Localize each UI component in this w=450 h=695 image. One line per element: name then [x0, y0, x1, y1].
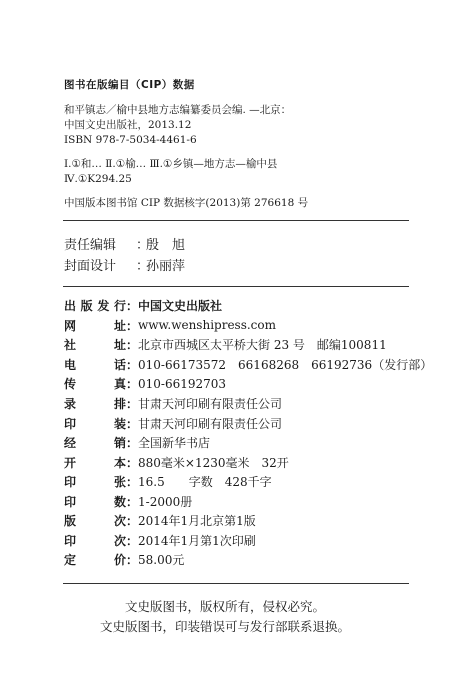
pubinfo-label: 定 价 [64, 553, 126, 568]
pubinfo-row: 录 排 ： 甘肃天河印刷有限责任公司 [64, 397, 283, 411]
pubinfo-row: 印 数 ： 1-2000册 [64, 494, 193, 509]
pubinfo-row: 开 本 ： 880毫米×1230毫米 32开 [64, 455, 289, 470]
credit-value: 孙丽萍 [146, 259, 186, 274]
pubinfo-label: 电 话 [64, 357, 126, 372]
notice-line: 文史版图书，版权所有，侵权必究。 [124, 599, 325, 614]
pubinfo-label: 经 销 [64, 436, 126, 451]
pubinfo-label: 开 本 [64, 455, 126, 470]
publication-info [64, 296, 432, 570]
pubinfo-row: 社 址 ： 北京市西城区太平桥大街 23 号 邮编100811 [64, 338, 387, 353]
pubinfo-label: 印 张 [64, 475, 126, 490]
pubinfo-value: 16.5 字数 428千字 [138, 475, 272, 490]
pubinfo-value: 中国文史出版社 [138, 299, 223, 314]
cip-line: 中国文史出版社，2013.12 [64, 119, 192, 131]
pubinfo-label: 印 数 [64, 494, 126, 509]
copyright-notice [0, 597, 450, 637]
cip-line: ISBN 978-7-5034-4461-6 [64, 134, 197, 146]
pubinfo-row: 印 次 ： 2014年1月第1次印刷 [64, 533, 256, 548]
pubinfo-label: 录 排 [64, 397, 126, 411]
cip-line: 和平镇志／榆中县地方志编纂委员会编. —北京： [64, 104, 292, 116]
divider [63, 583, 409, 584]
pubinfo-value: 1-2000册 [138, 494, 193, 509]
cip-heading: 图书在版编目（CIP）数据 [64, 79, 195, 91]
cip-number: 中国版本图书馆 CIP 数据核字(2013)第 276618 号 [64, 197, 309, 209]
credit-label: 封面设计 [64, 259, 117, 274]
pubinfo-label: 网 址 [64, 318, 126, 333]
pubinfo-value: 58.00元 [138, 553, 185, 568]
pubinfo-row: 经 销 ： 全国新华书店 [64, 436, 211, 451]
pubinfo-row: 版 次 ： 2014年1月北京第1版 [64, 514, 256, 529]
cip-block [64, 78, 404, 211]
pubinfo-row: 网 址 ： www.wenshipress.com [64, 318, 277, 333]
credits [64, 235, 185, 277]
pubinfo-value: 甘肃天河印刷有限责任公司 [138, 397, 283, 411]
pubinfo-value: 2014年1月北京第1版 [138, 514, 256, 529]
pubinfo-label: 印 次 [64, 533, 126, 548]
credit-label: 责任编辑 [64, 238, 117, 253]
pubinfo-label: 出 版 发 行 [64, 299, 126, 314]
pubinfo-row: 印 张 ： 16.5 字数 428千字 [64, 475, 272, 490]
pubinfo-value: 北京市西城区太平桥大街 23 号 邮编100811 [138, 338, 387, 353]
pubinfo-row: 传 真 ： 010-66192703 [64, 376, 227, 392]
pubinfo-value: 甘肃天河印刷有限责任公司 [138, 416, 283, 431]
pubinfo-row: 定 价 ： 58.00元 [64, 553, 185, 568]
pubinfo-value: 010-66173572 66168268 66192736（发行部） [138, 357, 433, 372]
credit-editor: 责任编辑 ：殷 旭 [64, 235, 185, 256]
pubinfo-label: 传 真 [64, 377, 126, 392]
notice-line: 文史版图书，印装错误可与发行部联系退换。 [99, 619, 350, 634]
pubinfo-label: 版 次 [64, 514, 126, 529]
credit-value: 殷 旭 [146, 238, 186, 253]
pubinfo-label: 社 址 [64, 338, 126, 353]
pubinfo-row: 印 装 ： 甘肃天河印刷有限责任公司 [64, 416, 283, 431]
divider [63, 286, 409, 287]
pubinfo-value: www.wenshipress.com [138, 318, 277, 333]
pubinfo-value: 010-66192703 [138, 376, 227, 391]
pubinfo-row: 电 话 ： 010-66173572 66168268 66192736（发行部） [64, 357, 433, 372]
pubinfo-value: 880毫米×1230毫米 32开 [138, 455, 289, 470]
pubinfo-value: 2014年1月第1次印刷 [138, 533, 256, 548]
pubinfo-value: 全国新华书店 [138, 436, 211, 451]
credit-cover-design: 封面设计 ：孙丽萍 [64, 256, 185, 277]
cip-class-line: Ⅰ.①和… Ⅱ.①榆… Ⅲ.①乡镇—地方志—榆中县 [64, 158, 278, 170]
divider [63, 220, 409, 221]
pubinfo-label: 印 装 [64, 416, 126, 431]
cip-class-line: Ⅳ.①K294.25 [64, 173, 132, 185]
pubinfo-row: 出 版 发 行 ： 中国文史出版社 [64, 299, 223, 314]
